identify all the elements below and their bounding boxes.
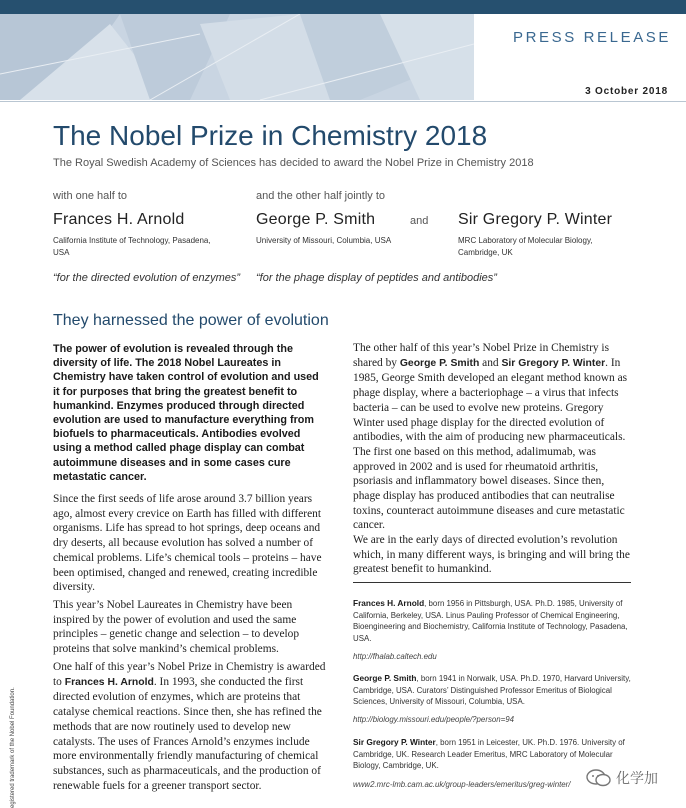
body-paragraph-1: Since the first seeds of life arose around 3.7 billion years ago, almost every crevice on Earth has filled with different organisms. Life has spread to hot springs, deep oceans and dry deserts, all because evolution has solved a number of chemical problems. Life’s chemical tools – proteins – have been optimised, changed and renewed, creating incredible diversity. xyxy=(53,493,322,594)
trademark-note: egistered trademark of the Nobel Foundation. xyxy=(10,687,16,808)
motivation-smith-winter: “for the phage display of peptides and antibodies” xyxy=(256,272,497,284)
inline-name-smith: George P. Smith xyxy=(399,357,480,369)
watermark-text: 化学加 xyxy=(616,770,658,786)
body-paragraph-4: The other half of this year’s Nobel Prize in Chemistry is shared by George P. Smith and Sir Gregory P. Winter. In 1985, George Smith developed an elegant method known as phage display, where a bacteriophage – a virus that infects bacteria – can be used to evolve new proteins. Gregory Winter used phage display for the directed evolution of antibodies, with the aim of producing new pharmaceuticals. The first one based on this method, adalimumab, was approved in 2002 and is used for rheumatoid arthritis, psoriasis and inflammatory bowel diseases. Since then, phage display has produced antibodies that can neutralise toxins, counteract autoimmune diseases and cure metastatic cancer. xyxy=(353,342,628,532)
lead-paragraph: The power of evolution is revealed through the diversity of life. The 2018 Nobel Laureates in Chemistry have taken control of evolution and used it for purposes that bring the greatest benefit to humankind. Enzymes produced through directed evolution are used to manufacture everything from biofuels to pharmaceuticals. Antibodies evolved using a method called phage display can combat autoimmune diseases and in some cases cure metastatic cancer. xyxy=(53,343,319,483)
watermark xyxy=(586,768,658,788)
link-winter[interactable]: www2.mrc-lmb.cam.ac.uk/group-leaders/emeritus/greg-winter/ xyxy=(353,780,571,789)
header-divider xyxy=(0,101,686,102)
bio-divider xyxy=(353,582,631,583)
page-title: The Nobel Prize in Chemistry 2018 xyxy=(53,120,488,151)
laureate-name-winter: Sir Gregory P. Winter xyxy=(458,211,613,228)
laureate-affiliation-arnold: California Institute of Technology, Pasadena, USA xyxy=(53,236,211,257)
bio-arnold: Frances H. Arnold, born 1956 in Pittsburgh, USA. Ph.D. 1985, University of California, Berkeley, USA. Linus Pauling Professor of Chemical Engineering, Bioengineering and Biochemistry, California Institute of Technology, Pasadena, USA. xyxy=(353,598,628,644)
link-smith[interactable]: http://biology.missouri.edu/people/?person=94 xyxy=(353,715,515,724)
half-one-label: with one half to xyxy=(53,190,127,202)
body-paragraph-3: One half of this year’s Nobel Prize in Chemistry is awarded to Frances H. Arnold. In 1993, she conducted the first directed evolution of enzymes, which are proteins that catalyse chemical reactions. Since then, she has refined the methods that are now routinely used to develop new catalysts. The uses of Frances Arnold’s enzymes include more environmentally friendly manufacturing of chemical substances, such as pharmaceuticals, and the production of renewable fuels for a greener transport sector. xyxy=(53,661,326,792)
press-release-label: PRESS RELEASE xyxy=(513,29,672,46)
link-arnold[interactable]: http://fhalab.caltech.edu xyxy=(353,652,437,661)
motivation-arnold: “for the directed evolution of enzymes” xyxy=(53,272,241,284)
release-date: 3 October 2018 xyxy=(585,86,668,97)
inline-name-arnold: Frances H. Arnold xyxy=(64,676,154,688)
header-banner-graphic xyxy=(0,14,474,100)
body-paragraph-2: This year’s Nobel Laureates in Chemistry have been inspired by the power of evolution and used the same principles – genetic change and selection – to develop proteins that solve mankind’s chemical problems. xyxy=(53,599,300,656)
laureate-name-smith: George P. Smith xyxy=(256,211,376,228)
body-paragraph-5: We are in the early days of directed evolution’s revolution which, in many different ways, is bringing and will bring the greatest benefit to humankind. xyxy=(353,534,630,576)
chat-bubble-icon xyxy=(586,768,612,788)
bio-winter: Sir Gregory P. Winter, born 1951 in Leicester, UK. Ph.D. 1976. University of Cambridge, UK. Research Leader Emeritus, MRC Laboratory of Molecular Biology, Cambridge, UK. xyxy=(353,737,625,771)
inline-name-winter: Sir Gregory P. Winter xyxy=(501,357,606,369)
section-title: They harnessed the power of evolution xyxy=(53,312,329,329)
half-two-label: and the other half jointly to xyxy=(256,190,386,202)
laureate-name-arnold: Frances H. Arnold xyxy=(53,211,185,228)
and-connector: and xyxy=(410,215,429,227)
laureate-affiliation-winter: MRC Laboratory of Molecular Biology, Cambridge, UK xyxy=(458,236,593,257)
top-color-bar xyxy=(0,0,686,14)
bio-smith: George P. Smith, born 1941 in Norwalk, USA. Ph.D. 1970, Harvard University, Cambridge, USA. Curators’ Distinguished Professor Emeritus of Biological Sciences, University of Missouri, Columbia, USA. xyxy=(353,673,631,707)
page-subtitle: The Royal Swedish Academy of Sciences has decided to award the Nobel Prize in Chemistry 2018 xyxy=(53,157,534,169)
laureate-affiliation-smith: University of Missouri, Columbia, USA xyxy=(256,236,392,245)
